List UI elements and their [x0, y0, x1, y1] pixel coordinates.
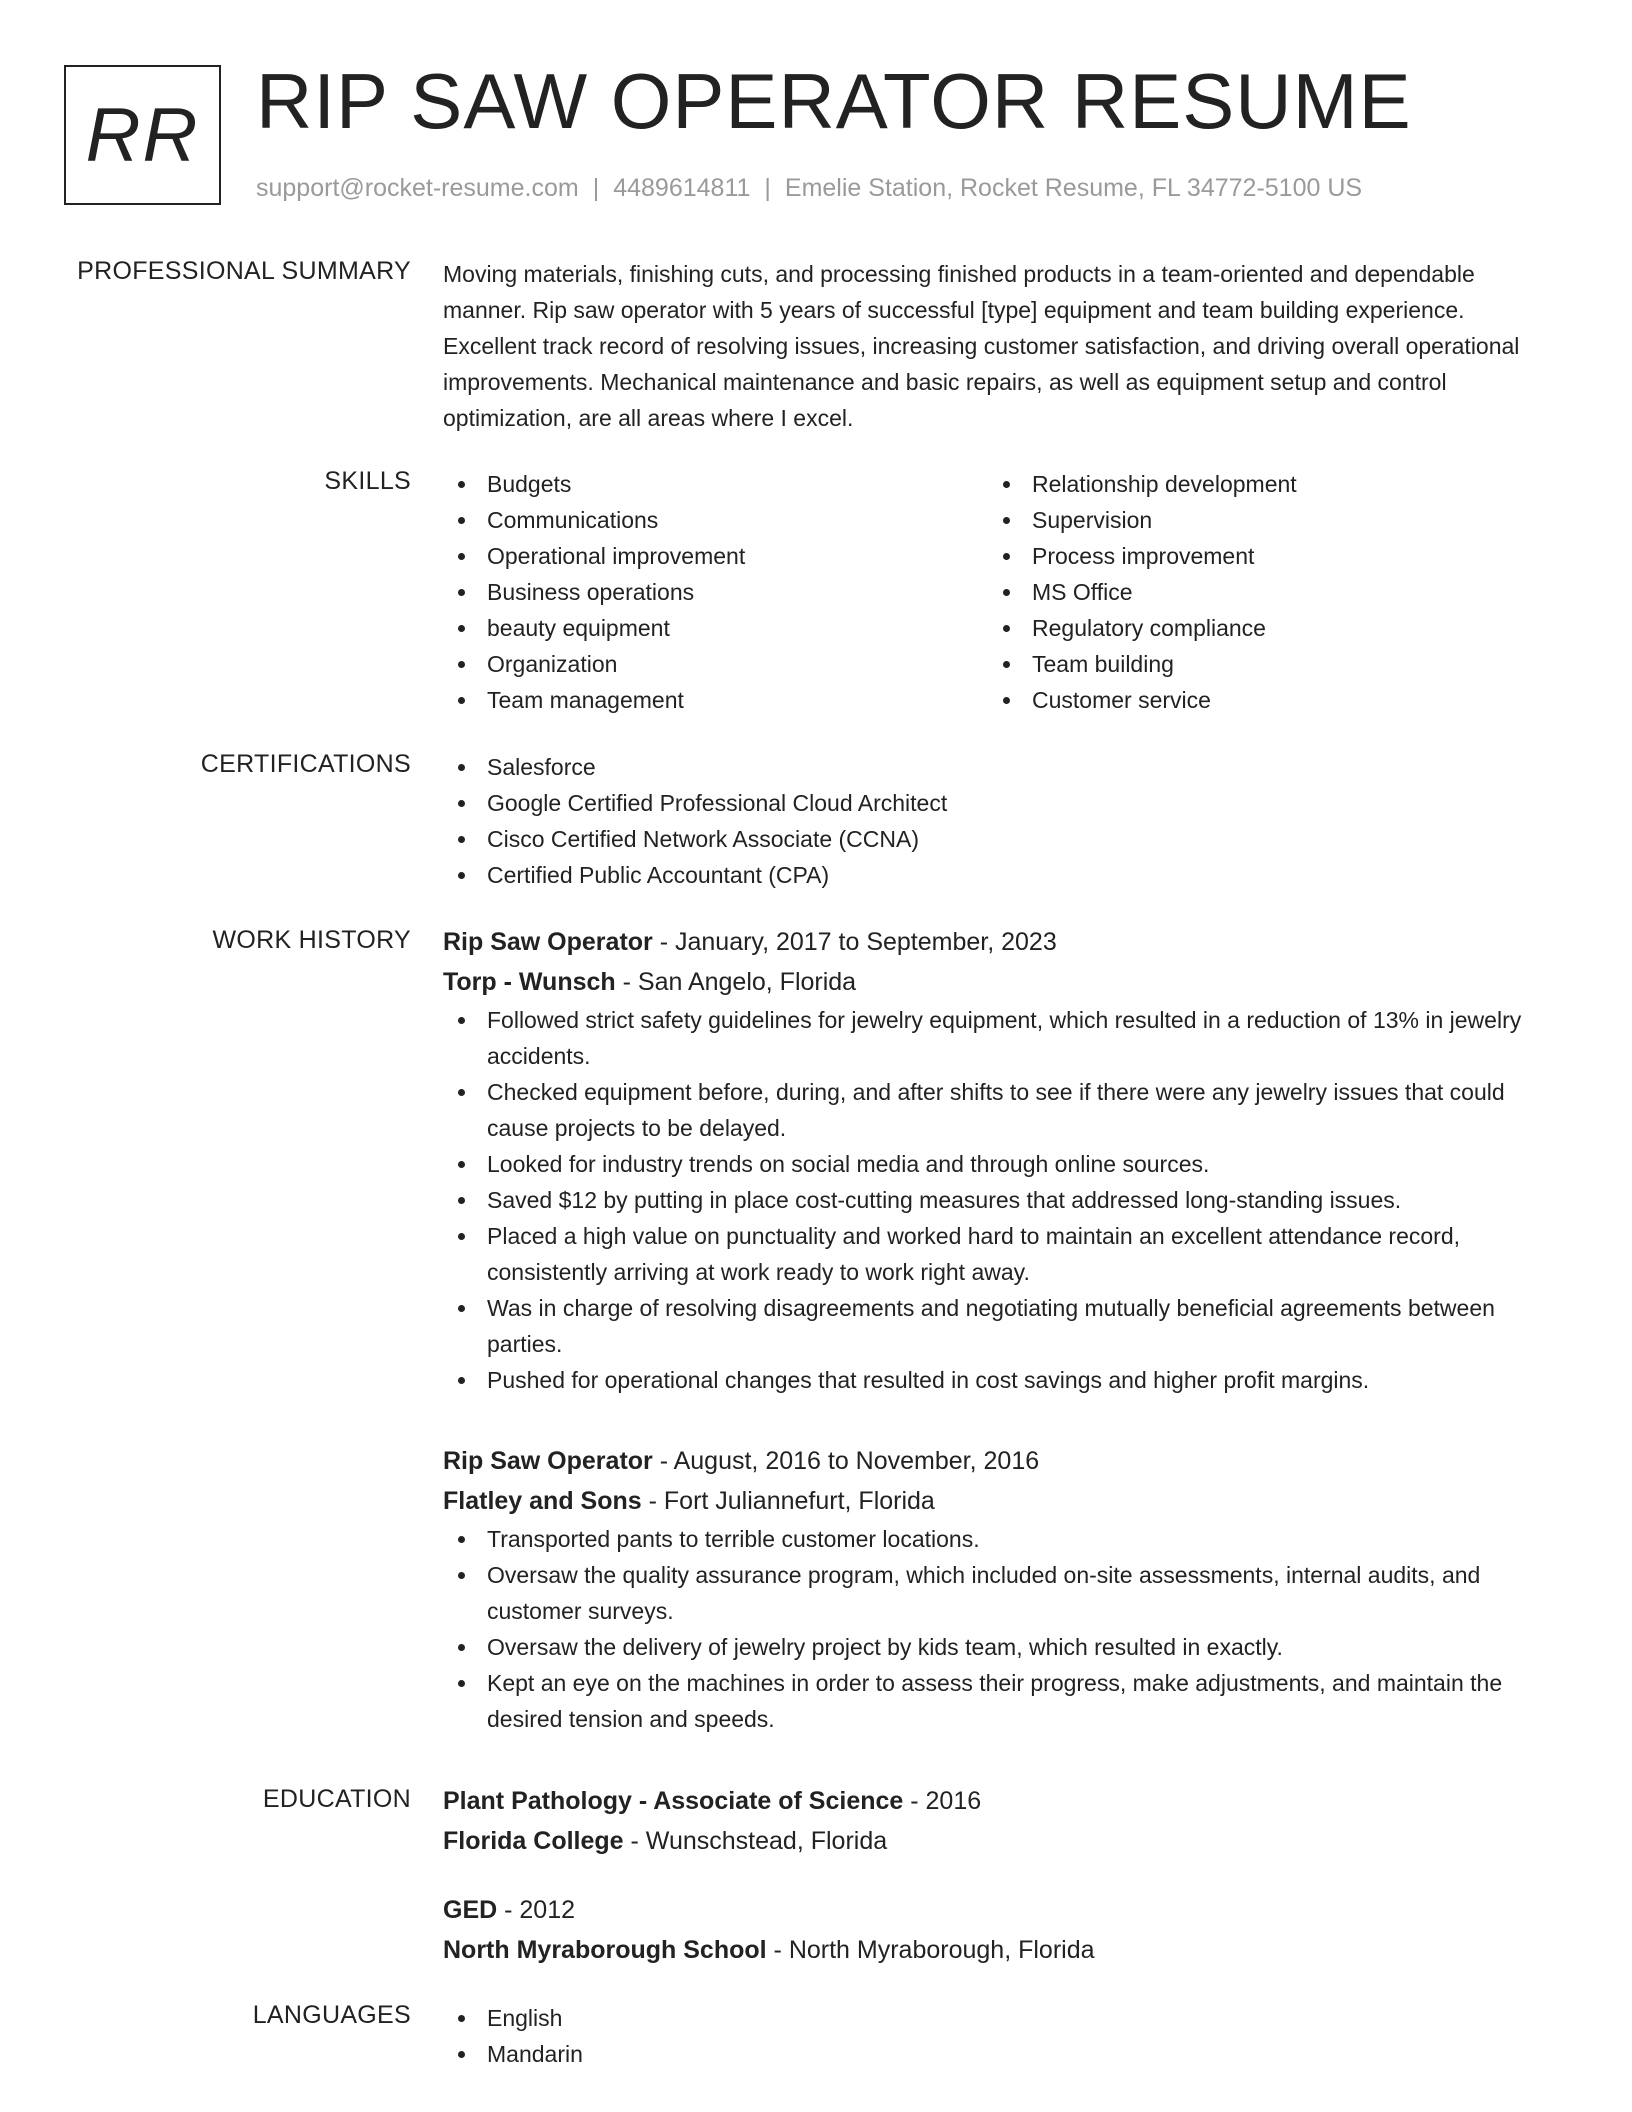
job-location: - Fort Juliannefurt, Florida	[641, 1487, 935, 1515]
job-title: Rip Saw Operator	[443, 1447, 653, 1475]
list-item: Checked equipment before, during, and after shifts to see if there were any jewelry issues that could cause projects to be delayed.	[443, 1074, 1558, 1146]
list-item: beauty equipment	[443, 610, 988, 646]
section-label-certifications: CERTIFICATIONS	[200, 750, 411, 778]
summary-text: Moving materials, finishing cuts, and processing finished products in a team-oriented and dependable manner. Rip saw operator with 5 years of successful [type] equipment and team building experience. Excellent track record of resolving issues, increasing customer satisfaction, and driving overall operational improvements. Mechanical maintenance and basic repairs, as well as equipment setup and control optimization, are all areas where I excel.	[443, 261, 1520, 431]
summary-section	[443, 256, 1558, 436]
work-entry	[443, 1441, 1558, 1737]
monogram-logo: RR	[64, 65, 221, 205]
contact-phone[interactable]: 4489614811	[613, 174, 751, 202]
job-bullets	[443, 1521, 1558, 1737]
contact-email[interactable]: support@rocket-resume.com	[256, 174, 579, 202]
section-label-languages: LANGUAGES	[252, 2001, 411, 2029]
school-line	[443, 1821, 1558, 1861]
list-item: Operational improvement	[443, 538, 988, 574]
degree-year: - 2012	[497, 1896, 576, 1924]
list-item: Team management	[443, 682, 988, 718]
list-item: Cisco Certified Network Associate (CCNA)	[443, 821, 1558, 857]
list-item: Supervision	[988, 502, 1533, 538]
list-item: Budgets	[443, 466, 988, 502]
education-entry	[443, 1781, 1558, 1861]
section-label-education: EDUCATION	[262, 1785, 411, 1813]
list-item: Organization	[443, 646, 988, 682]
school-location: - North Myraborough, Florida	[766, 1936, 1095, 1964]
work-entry	[443, 922, 1558, 1398]
skills-list-right	[988, 466, 1533, 718]
degree: GED	[443, 1896, 498, 1924]
school: Florida College	[443, 1827, 624, 1855]
skills-section	[443, 466, 1558, 718]
list-item: Looked for industry trends on social media and through online sources.	[443, 1146, 1558, 1182]
education-entry	[443, 1890, 1558, 1970]
list-item: Followed strict safety guidelines for jewelry equipment, which resulted in a reduction of 13% in jewelry accidents.	[443, 1002, 1558, 1074]
job-company-line	[443, 962, 1558, 1002]
list-item: Salesforce	[443, 749, 1558, 785]
list-item: Pushed for operational changes that resulted in cost savings and higher profit margins.	[443, 1362, 1558, 1398]
list-item: Regulatory compliance	[988, 610, 1533, 646]
list-item: Saved $12 by putting in place cost-cutting measures that addressed long-standing issues.	[443, 1182, 1558, 1218]
school: North Myraborough School	[443, 1936, 767, 1964]
list-item: Kept an eye on the machines in order to assess their progress, make adjustments, and maintain the desired tension and speeds.	[443, 1665, 1558, 1737]
contact-line	[256, 174, 1362, 203]
job-company-line	[443, 1481, 1558, 1521]
list-item: Mandarin	[443, 2036, 1558, 2072]
list-item: Certified Public Accountant (CPA)	[443, 857, 1558, 893]
degree-year: - 2016	[903, 1787, 982, 1815]
job-dates: - August, 2016 to November, 2016	[652, 1447, 1040, 1475]
list-item: Relationship development	[988, 466, 1533, 502]
section-label-skills: SKILLS	[324, 467, 411, 495]
separator: |	[592, 174, 600, 202]
section-label-summary: PROFESSIONAL SUMMARY	[77, 257, 411, 285]
job-title-line	[443, 922, 1558, 962]
list-item: Was in charge of resolving disagreements and negotiating mutually beneficial agreements between parties.	[443, 1290, 1558, 1362]
list-item: Team building	[988, 646, 1533, 682]
list-item: Oversaw the delivery of jewelry project by kids team, which resulted in exactly.	[443, 1629, 1558, 1665]
list-item: Business operations	[443, 574, 988, 610]
job-company: Torp - Wunsch	[443, 968, 616, 996]
list-item: MS Office	[988, 574, 1533, 610]
degree-line	[443, 1781, 1558, 1821]
resume-title: RIP SAW OPERATOR RESUME	[256, 57, 1412, 145]
list-item: Google Certified Professional Cloud Architect	[443, 785, 1558, 821]
job-location: - San Angelo, Florida	[615, 968, 857, 996]
degree: Plant Pathology - Associate of Science	[443, 1787, 904, 1815]
list-item: Customer service	[988, 682, 1533, 718]
list-item: English	[443, 2000, 1558, 2036]
list-item: Process improvement	[988, 538, 1533, 574]
contact-address: Emelie Station, Rocket Resume, FL 34772-5100 US	[784, 174, 1363, 202]
job-company: Flatley and Sons	[443, 1487, 642, 1515]
certifications-list	[443, 749, 1558, 893]
degree-line	[443, 1890, 1558, 1930]
list-item: Placed a high value on punctuality and worked hard to maintain an excellent attendance record, consistently arriving at work ready to work right away.	[443, 1218, 1558, 1290]
job-dates: - January, 2017 to September, 2023	[652, 928, 1057, 956]
list-item: Transported pants to terrible customer locations.	[443, 1521, 1558, 1557]
list-item: Oversaw the quality assurance program, which included on-site assessments, internal audits, and customer surveys.	[443, 1557, 1558, 1629]
section-label-work-history: WORK HISTORY	[212, 926, 411, 954]
languages-section	[443, 2000, 1558, 2072]
job-bullets	[443, 1002, 1558, 1398]
list-item: Communications	[443, 502, 988, 538]
languages-list	[443, 2000, 1558, 2072]
separator: |	[764, 174, 771, 202]
school-location: - Wunschstead, Florida	[623, 1827, 888, 1855]
skills-list-left	[443, 466, 988, 718]
certifications-section	[443, 749, 1558, 893]
job-title-line	[443, 1441, 1558, 1481]
job-title: Rip Saw Operator	[443, 928, 653, 956]
school-line	[443, 1930, 1558, 1970]
